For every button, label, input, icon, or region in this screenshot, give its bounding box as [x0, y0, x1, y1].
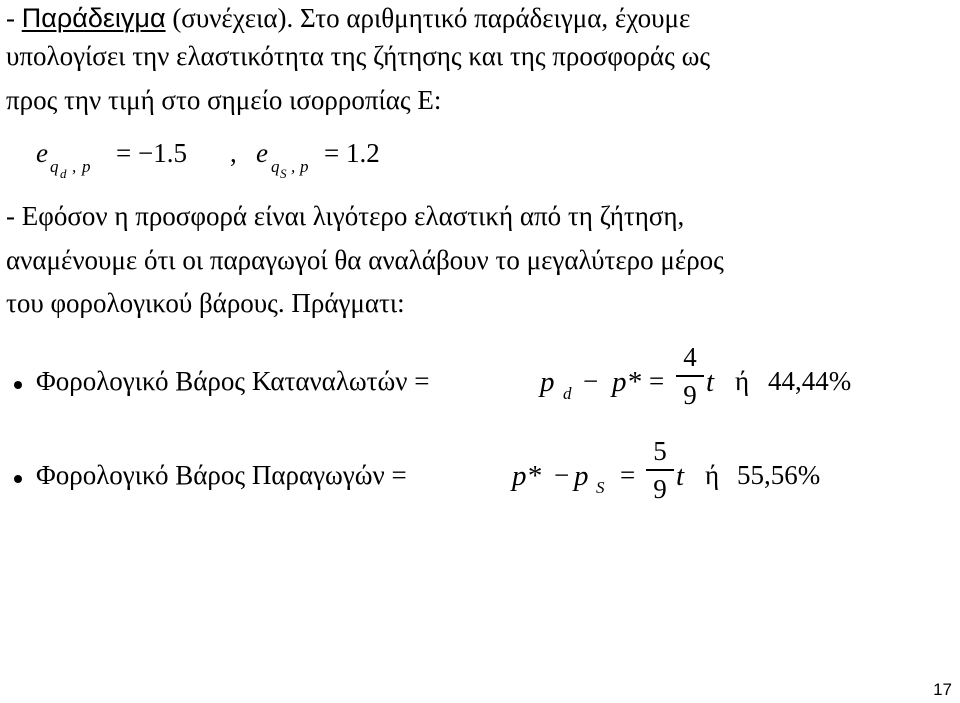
fraction-bar: [646, 469, 674, 471]
producer-burden-label: Φορολογικό Βάρος Παραγωγών =: [36, 460, 407, 490]
producer-fraction: [646, 436, 674, 504]
supply-comma: ,: [291, 157, 296, 176]
consumer-pd: p: [540, 366, 555, 398]
consumer-t: t: [706, 366, 715, 398]
paragraph-line-3: του φορολογικού βάρους. Πράγματι:: [6, 288, 405, 318]
consumer-fraction: [676, 342, 704, 410]
supply-s: S: [280, 166, 287, 181]
producer-denominator: 9: [653, 474, 667, 504]
demand-d: d: [60, 166, 67, 181]
consumer-or: ή: [735, 366, 750, 396]
producer-numerator: 5: [653, 436, 667, 466]
intro-continuation: (συνέχεια). Στο αριθμητικό παράδειγμα, έχουμε: [165, 3, 691, 33]
fraction-bar: [676, 375, 704, 377]
consumer-numerator: 4: [683, 342, 697, 372]
demand-elasticity-symbol: e: [36, 138, 48, 168]
intro-dash: -: [6, 3, 22, 33]
demand-elasticity-value: = −1.5: [116, 138, 187, 168]
producer-or: ή: [705, 460, 720, 490]
supply-elasticity-value: = 1.2: [324, 138, 380, 168]
paragraph-line-2: αναμένουμε ότι οι παραγωγοί θα αναλάβουν το μεγαλύτερο μέρος: [6, 245, 724, 275]
producer-pstar: p*: [512, 460, 541, 492]
demand-p: p: [82, 157, 91, 176]
consumer-pstar: p*: [612, 366, 641, 398]
intro-line-3: προς την τιμή στο σημείο ισορροπίας Ε:: [6, 85, 442, 115]
bullet-dot-icon: [14, 475, 22, 483]
bullet-dot-icon: [14, 381, 22, 389]
elasticity-separator: ,: [230, 138, 237, 168]
consumer-pd-sub: d: [563, 384, 572, 403]
intro-line-2: υπολογίσει την ελαστικότητα της ζήτησης και της προσφοράς ως: [6, 41, 711, 71]
producer-ps-sub: S: [596, 478, 605, 497]
supply-elasticity-symbol: e: [256, 138, 268, 168]
consumer-burden-label: Φορολογικό Βάρος Καταναλωτών =: [36, 366, 430, 396]
consumer-denominator: 9: [683, 380, 697, 410]
page-number: 17: [933, 680, 952, 699]
demand-comma: ,: [72, 157, 77, 176]
supply-q: q: [271, 157, 280, 176]
producer-minus: −: [554, 460, 570, 490]
producer-t: t: [676, 460, 685, 492]
producer-ps: p: [574, 460, 589, 492]
intro-line-1: [6, 2, 690, 34]
demand-q: q: [50, 157, 59, 176]
paragraph-line-1: - Εφόσον η προσφορά είναι λιγότερο ελαστική από τη ζήτηση,: [6, 201, 685, 231]
supply-p: p: [300, 157, 309, 176]
consumer-percent: 44,44%: [768, 366, 852, 396]
example-heading: Παράδειγμα: [21, 3, 166, 33]
producer-equals: =: [620, 460, 636, 490]
consumer-minus: −: [583, 366, 599, 396]
consumer-equals: =: [649, 366, 665, 396]
producer-percent: 55,56%: [737, 460, 821, 490]
